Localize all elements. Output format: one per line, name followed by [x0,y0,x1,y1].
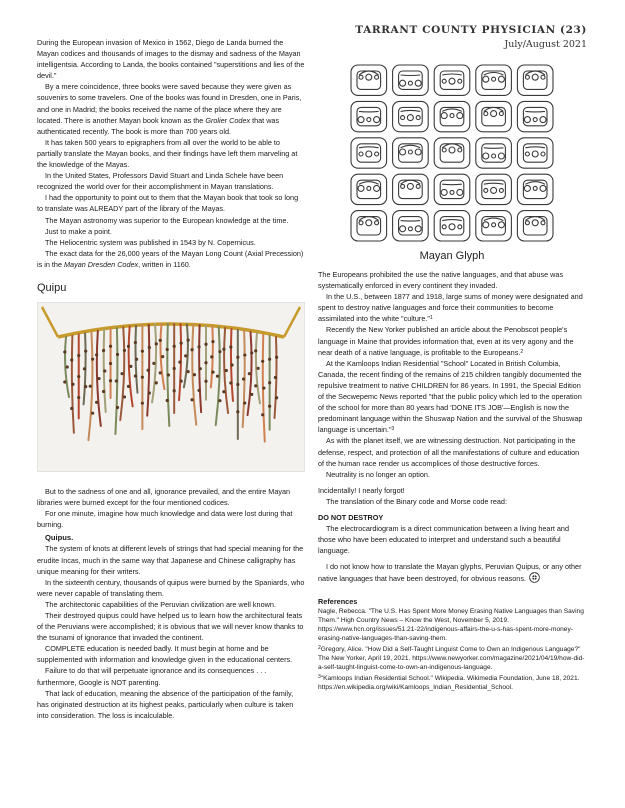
paragraph: As with the planet itself, we are witnessing destruction. Not participating in the defense, respect, and protection of all the manifestations of culture and education of the human race render us accomplices of those destructive forces. [318,436,580,468]
left-column [37,37,305,721]
paragraph: The Heliocentric system was published in 1543 by N. Copernicus. [45,237,256,247]
footnote-marker: 2 [520,348,524,355]
paragraph: The exact data for the 26,000 years of the Mayan Long Count (Axial Precession) is in the Mayan Dresden Codex, written in 1160. [37,248,304,269]
paragraph: During the European invasion of Mexico in 1562, Diego de Landa burned the Mayan codices and thousands of images to the dismay and sadness of the Mayan intelligentsia. According to Landa, the books contained "superstitions and lies of the devil." [37,38,305,81]
paragraph: Recently the New Yorker published an article about the Penobscot people's language in Maine that provides information that, even at its very agony and the near death of a native language, is profitable to the Europeans.$^2$ [318,325,574,357]
subheading-do-not-destroy: DO NOT DESTROY [318,512,384,522]
paragraph: That lack of education, meaning the absence of the participation of the family, has originated destruction at its highest peaks, particularly when culture is taken into consideration. The loss is incalculable. [37,688,294,720]
paragraph: The architectonic capabilities of the Peruvian civilization are well known. [45,599,276,609]
paragraph: It has taken 500 years to epigraphers from all over the world to be able to partially translate the Mayan books, and their findings have left them marveling at the knowledge of the Mayas. [37,137,298,170]
paragraph: COMPLETE education is needed badly. It must begin at home and be supplemented with information and knowledge given in the educational centers. [37,644,293,665]
references-title: References [318,596,358,606]
paragraph: In the U.S., between 1877 and 1918, large sums of money were designated and spent to destroy native languages and force their communities to become assimilated into the white "culture."$^1$ [318,292,583,324]
paragraph: The system of knots at different levels of strings that had special meaning for the erudite Incas, much in the same way that Japanese and Chinese calligraphy has unique meaning for their writers. [37,544,304,576]
paragraph: Incidentally! I nearly forgot! [318,485,405,495]
paragraph: Their destroyed quipus could have helped us to learn how the architectural feats of the Peruvians were accomplished; it is obvious that we will never know thanks to the tsunami of ignorance that invaded the continent. [37,611,304,643]
paragraph: The Mayan astronomy was superior to the European knowledge at the time. [45,215,289,225]
reference-item: $^2$Gregory, Alice. "How Did a Self-Taught Linguist Come to Own an Indigenous Language?" The New Yorker, April 19, 2021. https://www.newyorker.com/magazine/2021/04/19/how-did-a-self-taught-linguist-come-to-own-an-indigenous-language. [318,644,585,672]
paragraph: At the Kamloops Indian Residential "School" Located in British Columbia, Canada, the recent finding of the remains of 215 children tangibly documented the repulsive treatment to native CHILDREN for 86 years. In 1991, the Special Edition of the Secwepemc News reported "that the public policy which led to the operation of the school for more than 80 years had 'DONE ITS JOB'—English is now the predominant language within the Shuswap Nation and the survival of the Shuswap language is uncertain."$^3$ [318,358,583,435]
reference-item: $^3$"Kamloops Indian Residential School." Wikipedia. Wikimedia Foundation, June 18, 2021. https://en.wikipedia.org/wiki/Kamloops_Indian_Residential_School. [318,673,580,691]
paragraph: Failure to do that will perpetuate ignorance and its consequences . . . furthermore, Google is NOT parenting. [37,666,267,687]
section-title-quipu: Quipu [37,281,67,294]
paragraph: For one minute, imagine how much knowledge and data were lost during that burning. [37,509,293,530]
paragraph: In the United States, Professors David Stuart and Linda Schele have been recognized the world over for their accomplishment in Mayan translations. [37,171,284,192]
paragraph: The translation of the Binary code and Morse code read: [326,496,507,506]
quipu-photo [37,302,305,472]
paragraph: By a mere coincidence, three books were saved because they were given as souvenirs to some travelers. One of the books was found in Dresden, one in Paris, and one in Madrid; the books received the name of the place where they are located. There is another Mayan book known as the Grolier Codex that was authenticated recently. The book is more than 700 years old. [37,82,302,136]
reference-item: Nagle, Rebecca. "The U.S. Has Spent More Money Erasing Native Languages than Saving Them." High Country News – Know the West, November 5, 2019. https://www.hcn.org/issues/51.21-22/indigenous-affairs-the-u-s-has-spent-more-money-erasing-native-languages-than-saving-them. [318,607,584,643]
footnote-marker: 3 [391,426,395,433]
paragraph: The electrocardiogram is a direct communication between a living heart and those who have been educated to interpret and understand such a beautiful language. [318,524,569,556]
paragraph: Neutrality is no longer an option. [326,469,430,479]
right-column [318,62,586,692]
paragraph: The Europeans prohibited the use the native languages, and that abuse was systematically enforced in every continent they invaded. [318,270,564,291]
mayan-glyph-image [348,62,556,244]
paragraph: But to the sadness of one and all, ignorance prevailed, and the entire Mayan libraries were burned except for the four mentioned codices. [37,486,291,508]
paragraph: In the sixteenth century, thousands of quipus were burned by the Spaniards, who were never capable of translating them. [37,577,305,598]
paragraph: Just to make a point. [45,226,112,236]
issue-date: July/August 2021 [504,39,587,50]
publication-name: TARRANT COUNTY PHYSICIAN (23) [355,24,587,36]
page-header [355,24,587,50]
subheading-quipus: Quipus. [45,533,74,543]
end-mark-icon [529,572,540,583]
paragraph: I had the opportunity to point out to them that the Mayan book that took so long to translate was ALREADY part of the library of the Mayas. [37,193,299,214]
glyph-caption: Mayan Glyph [419,250,485,262]
paragraph: I do not know how to translate the Mayan glyphs, Peruvian Quipus, or any other native languages that have been destroyed, for obvious reasons. [318,562,582,584]
footnote-marker: 1 [429,315,433,322]
glyph-figure [318,62,586,262]
